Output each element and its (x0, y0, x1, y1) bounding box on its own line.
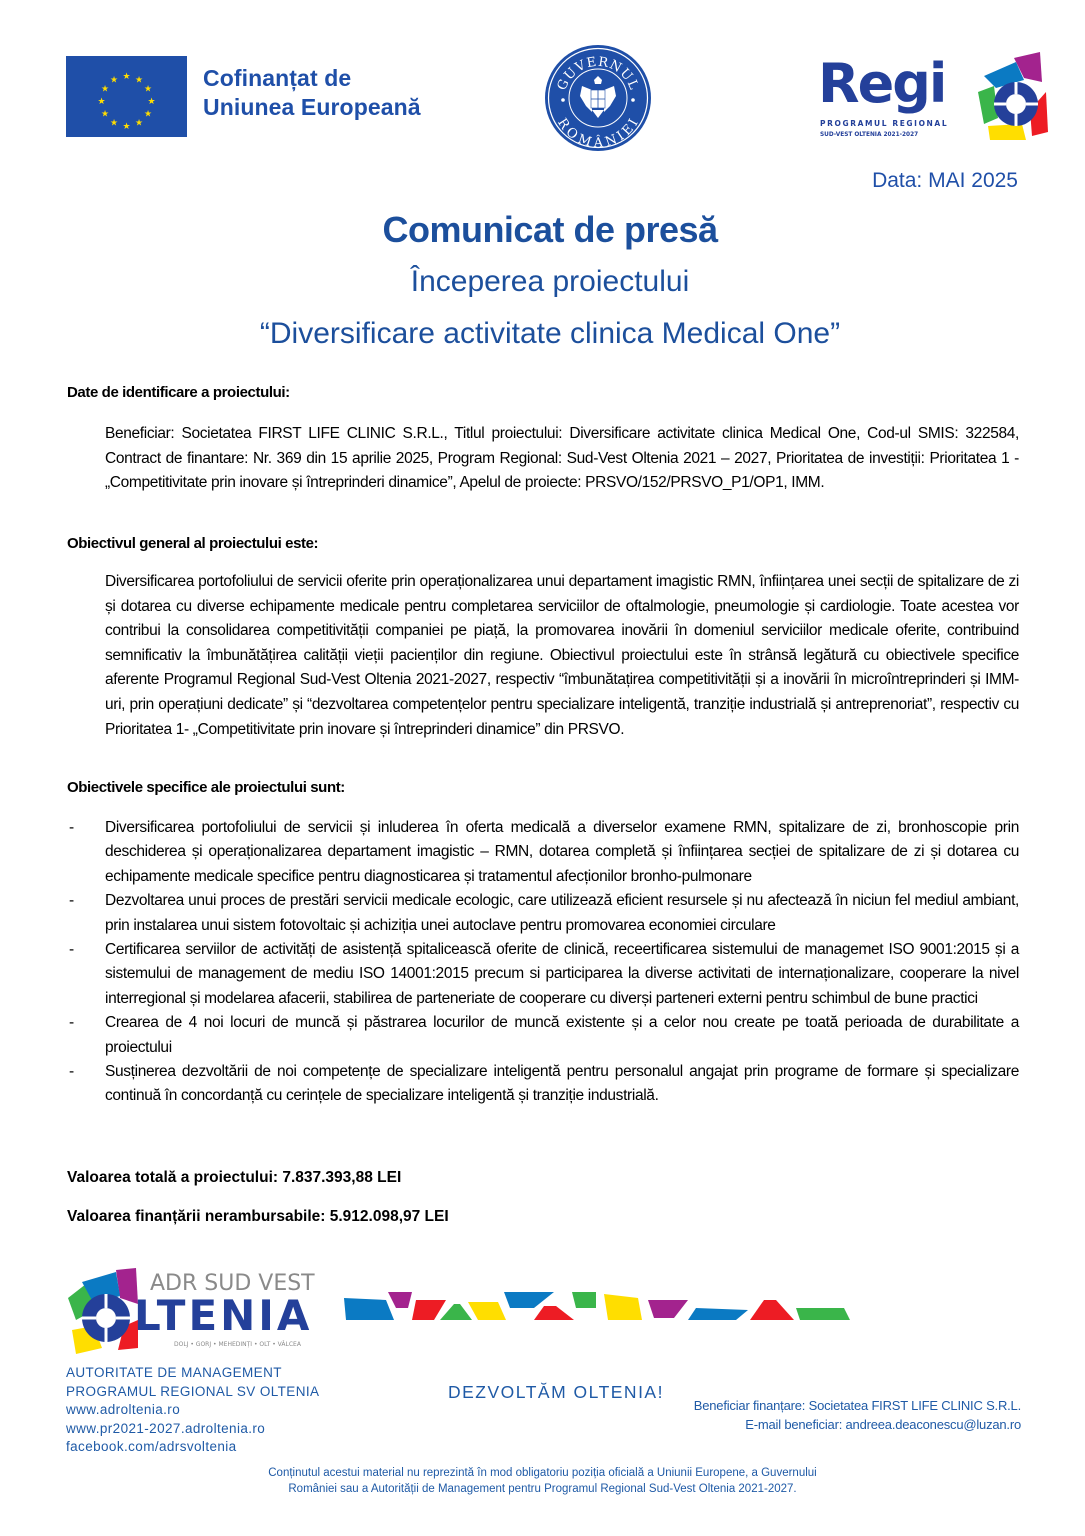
eu-text-line2: Uniunea Europeană (203, 94, 421, 120)
disclaimer (0, 1465, 1085, 1497)
bullet-dash: - (69, 941, 74, 959)
specific-objectives-list (67, 816, 1019, 1109)
list-item-text: Diversificarea portofoliului de servicii și inluderea în oferta medicală a diverselor examene RMN, spitalizare de zi, bronhoscopie prin deschiderea și operaționalizarea departament imagistic – RMN, dotarea completă și înființarea secției de spitalizare de zi și dotarea cu echipamente medicale specifice pentru diagnosticarea și tratamentul afecționilor bronho-pulmonare (105, 819, 1019, 885)
svg-text:SUD-VEST OLTENIA 2021-2027: SUD-VEST OLTENIA 2021-2027 (820, 132, 919, 138)
slogan: DEZVOLTĂM OLTENIA! (448, 1382, 664, 1402)
total-value: Valoarea totală a proiectului: 7.837.393,88 LEI (67, 1169, 402, 1186)
beneficiary-block (694, 1396, 1021, 1434)
identification-heading: Date de identificare a proiectului: (67, 384, 290, 401)
svg-text:★: ★ (97, 97, 106, 107)
eu-cofinancing-text (203, 64, 421, 122)
svg-text:GUVERNUL: GUVERNUL (554, 54, 642, 93)
general-objective-text: Diversificarea portofoliului de servicii oferite prin operaționalizarea unui departament imagistic RMN, înființarea unei secții de spitalizare de zi și dotarea cu diverse echipamente medicale pentru completarea serviciilor de oftalmologie, pneumologie și cardiologie. Toate acestea vor contribui la consolidarea competitivității companiei pe piață, la promovarea inovării în domeniul serviciilor medicale oferite, contribuind semnificativ la îmbunătățirea calității vieții pacienților din regiune. Obiectivul proiectului este în strânsă legătură cu obiectivele specifice aferente Programul Regional Sud-Vest Oltenia 2021-2027, respectiv “îmbunătațirea competitivității și a inovării în microîntreprinderi și IMM-uri, prin operațiuni dedicate” și “dezvoltarea competențelor pentru specializare inteligentă, tranziție industrială și antreprenoriat”, respectiv cu Prioritatea 1- „Competitivitate prin inovare și întreprinderi dinamice” din PRSVO. (105, 573, 1019, 738)
program-website-link[interactable]: www.pr2021-2027.adroltenia.ro (66, 1420, 266, 1436)
svg-text:Regi: Regi (818, 52, 946, 115)
svg-text:★: ★ (147, 97, 156, 107)
disclaimer-line1: Conținutul acestui material nu reprezintă în mod obligatoriu poziția oficială a Uniunii Europene, a Guvernului (268, 1467, 817, 1479)
list-item (67, 938, 1019, 1011)
authority-line: PROGRAMUL REGIONAL SV OLTENIA (66, 1383, 320, 1399)
svg-text:★: ★ (100, 84, 110, 95)
management-authority-block (66, 1364, 319, 1457)
svg-text:★: ★ (122, 122, 131, 132)
specific-objectives-heading: Obiectivele specifice ale proiectului sunt: (67, 779, 345, 796)
svg-text:★: ★ (109, 118, 119, 129)
list-item (67, 1060, 1019, 1109)
svg-text:ADR SUD VEST: ADR SUD VEST (150, 1271, 315, 1296)
facebook-link[interactable]: facebook.com/adrsvoltenia (66, 1439, 237, 1454)
website-link[interactable]: www.adroltenia.ro (66, 1402, 181, 1417)
government-seal-icon (544, 44, 652, 152)
document-date: Data: MAI 2025 (872, 169, 1018, 192)
svg-text:LTENIA: LTENIA (134, 1291, 313, 1340)
beneficiary-email[interactable]: E-mail beneficiar: andreea.deaconescu@luzan.ro (745, 1417, 1021, 1432)
svg-text:DOLJ • GORJ • MEHEDINȚI • OLT: DOLJ • GORJ • MEHEDINȚI • OLT • VÂLCEA (174, 1341, 301, 1348)
bullet-dash: - (69, 1063, 74, 1081)
svg-text:★: ★ (122, 72, 131, 82)
general-objective-heading: Obiectivul general al proiectului este: (67, 535, 319, 552)
svg-text:★: ★ (143, 84, 153, 95)
svg-text:★: ★ (100, 109, 110, 120)
list-item-text: Certificarea serviilor de activități de asistență spitalicească oferite de clinică, receertificarea sistemului de managemet ISO 9001:2015 și a sistemului de management de mediu ISO 14001:2015 precum si participarea la diverse activitati de internaționalizare, cooperare la nivel interregional și modelarea afacerii, stabilirea de parteneriate de cooperare cu diverși parteneri externi pentru schimbul de bune practici (105, 941, 1019, 1007)
authority-line: AUTORITATE DE MANAGEMENT (66, 1365, 282, 1380)
list-item-text: Dezvoltarea unui proces de prestări servicii medicale ecologic, care utilizează eficient resursele și nu afectează în niciun fel mediul ambiant, prin instalarea unui sistem fotovoltaic și achiziția unei autoclave pentru promovarea economiei circulare (105, 892, 1019, 934)
list-item-text: Susținerea dezvoltării de noi competențe de specializare inteligentă pentru personalul angajat prin programe de formare și specializare continuă în concordanță cu cerințele de specializare inteligentă și tranziție industrială. (105, 1063, 1019, 1105)
eu-flag-icon (66, 56, 187, 137)
eu-text-line1: Cofinanțat de (203, 65, 352, 91)
list-item (67, 816, 1019, 889)
svg-text:★: ★ (134, 118, 144, 129)
page-title: Comunicat de presă (382, 209, 718, 250)
svg-text:PROGRAMUL REGIONAL: PROGRAMUL REGIONAL (820, 119, 949, 128)
identification-text: Beneficiar: Societatea FIRST LIFE CLINIC S.R.L., Titlul proiectului: Diversificare activitate clinica Medical One, Cod-ul SMIS: 322584, Contract de finantare: Nr. 369 din 15 aprilie 2025, Program Regional: Sud-Vest Oltenia 2021 – 2027, Prioritatea de investiții: Prioritatea 1 - „Competitivitate prin inovare și întreprinderi dinamice”, Apelul de proiecte: PRSVO/152/PRSVO_P1/OP1, IMM. (105, 425, 1019, 492)
disclaimer-line2: României sau a Autorității de Management pentru Programul Regional Sud-Vest Oltenia 2021-2027. (288, 1483, 797, 1495)
bullet-dash: - (69, 892, 74, 910)
non-reimbursable-value: Valoarea finanțării nerambursabile: 5.912.098,97 LEI (67, 1208, 449, 1225)
decorative-color-stripe (338, 1290, 1023, 1330)
beneficiary-name: Beneficiar finanțare: Societatea FIRST LIFE CLINIC S.R.L. (693, 1398, 1021, 1413)
svg-text:★: ★ (109, 75, 119, 86)
bullet-dash: - (69, 1014, 74, 1032)
subtitle-project-name: “Diversificare activitate clinica Medical One” (259, 317, 841, 350)
svg-text:★: ★ (134, 75, 144, 86)
subtitle-project-start: Începerea proiectului (410, 265, 690, 298)
bullet-dash: - (69, 819, 74, 836)
list-item (67, 889, 1019, 938)
svg-text:ROMÂNIEI: ROMÂNIEI (554, 115, 643, 151)
adr-oltenia-logo-icon (64, 1268, 354, 1356)
regio-logo-icon (818, 52, 1048, 142)
list-item-text: Crearea de 4 noi locuri de muncă și păstrarea locurilor de muncă existente și a celor nou create pe toată perioada de durabilitate a proiectului (105, 1014, 1019, 1056)
list-item (67, 1011, 1019, 1060)
svg-text:★: ★ (143, 109, 153, 120)
